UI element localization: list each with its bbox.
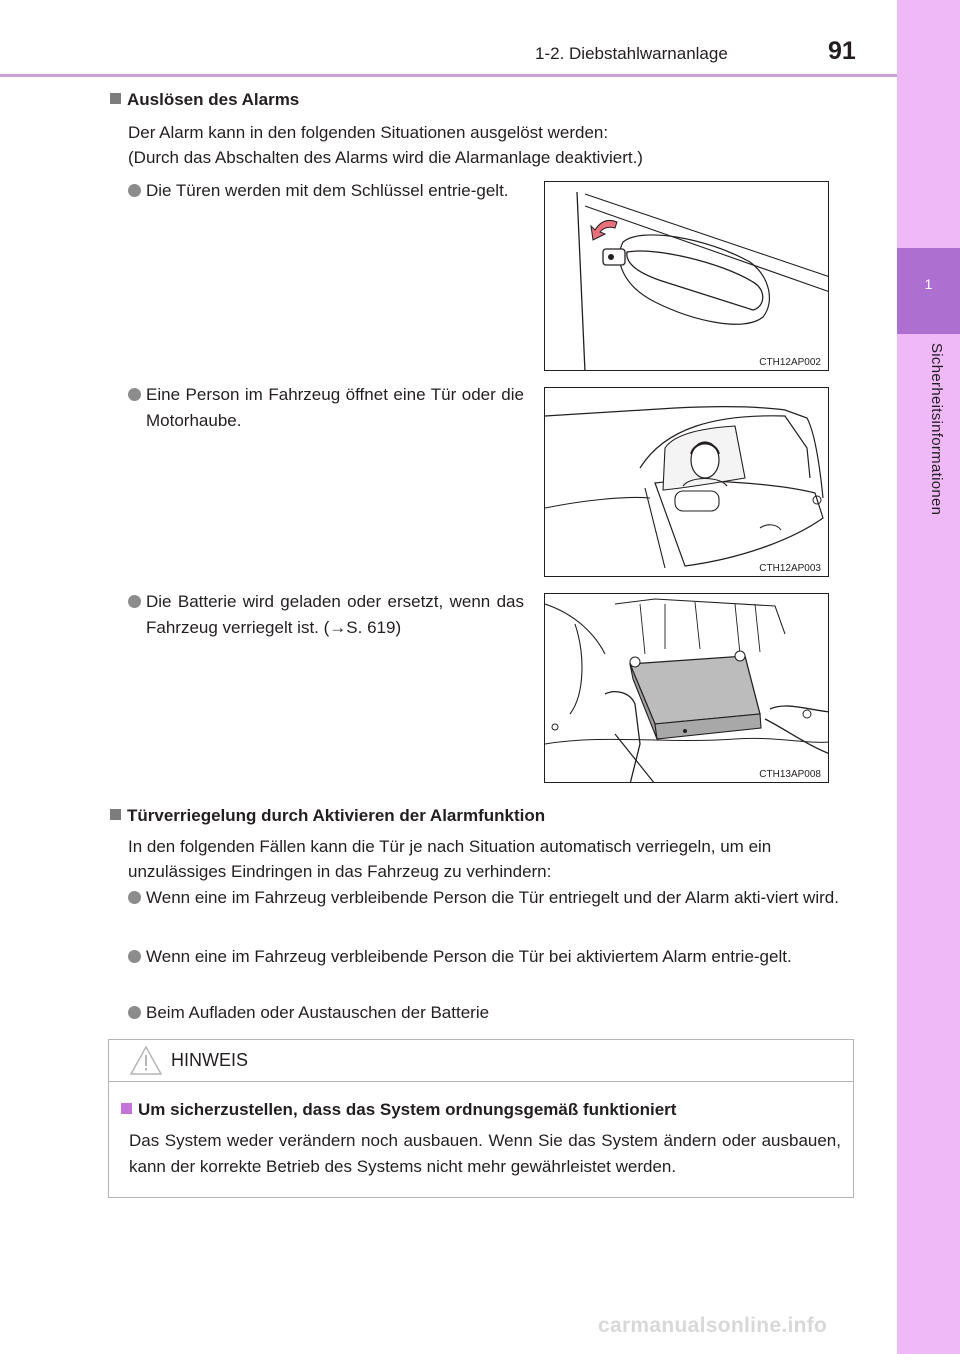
door-handle-key-illustration [545, 182, 829, 371]
section-intro-line: Der Alarm kann in den folgenden Situationen ausgelöst werden: [128, 123, 609, 142]
square-bullet-icon [121, 1103, 132, 1114]
battery-engine-bay-illustration [545, 594, 829, 783]
header-divider [0, 74, 897, 77]
watermark-text: carmanualsonline.info [598, 1314, 828, 1337]
figure-code: CTH12AP002 [759, 357, 821, 368]
notice-box [108, 1039, 854, 1198]
circle-bullet-icon [128, 388, 141, 401]
list-item-text: Wenn eine im Fahrzeug verbleibende Person die Tür entriegelt und der Alarm akti-viert wird. [146, 888, 839, 907]
figure-code: CTH13AP008 [759, 769, 821, 780]
chapter-number: 1 [924, 276, 933, 292]
circle-bullet-icon [128, 950, 141, 963]
notice-heading-text: Um sicherzustellen, dass das System ordnungsgemäß funktioniert [138, 1100, 677, 1119]
circle-bullet-icon [128, 1006, 141, 1019]
square-bullet-icon [110, 93, 121, 104]
list-item [128, 382, 524, 434]
figure-person-opens-door [544, 387, 829, 577]
list-item-text: Die Batterie wird geladen oder ersetzt, wenn das Fahrzeug verriegelt ist. (→S. 619) [146, 592, 524, 637]
circle-bullet-icon [128, 595, 141, 608]
car-door-person-illustration [545, 388, 829, 577]
list-item-text: Wenn eine im Fahrzeug verbleibende Person die Tür bei aktiviertem Alarm entrie-gelt. [146, 947, 792, 966]
square-bullet-icon [110, 809, 121, 820]
list-item [128, 944, 856, 970]
notice-header [109, 1040, 853, 1082]
list-item [128, 885, 856, 911]
figure-key-door-handle [544, 181, 829, 371]
figure-battery-replacement [544, 593, 829, 783]
chapter-title: Sicherheitsinformationen [928, 343, 945, 516]
list-item [128, 589, 524, 641]
circle-bullet-icon [128, 184, 141, 197]
section-heading-door-lock [110, 806, 545, 826]
section-intro-line: (Durch das Abschalten des Alarms wird die Alarmanlage deaktiviert.) [128, 148, 643, 167]
list-item-text: Beim Aufladen oder Austauschen der Batterie [146, 1003, 490, 1022]
notice-heading [121, 1100, 676, 1120]
section-heading-text: Auslösen des Alarms [127, 90, 300, 109]
notice-text: Das System weder verändern noch ausbauen. Wenn Sie das System ändern oder ausbauen, kann der korrekte Betrieb des Systems nicht mehr gewährleistet werden. [129, 1131, 841, 1176]
section-heading-alarm [110, 90, 299, 110]
section-intro: In den folgenden Fällen kann die Tür je nach Situation automatisch verriegeln, um ein unzulässiges Eindringen in das Fahrzeug zu verhindern: [128, 837, 772, 881]
circle-bullet-icon [128, 891, 141, 904]
warning-triangle-icon [129, 1044, 163, 1078]
figure-code: CTH12AP003 [759, 563, 821, 574]
section-heading-text: Türverriegelung durch Aktivieren der Alarmfunktion [127, 806, 546, 825]
list-item [128, 1000, 856, 1026]
list-item [128, 178, 524, 204]
header-section-title: 1-2. Diebstahlwarnanlage [535, 44, 728, 63]
list-item-text: Die Türen werden mit dem Schlüssel entrie-gelt. [146, 181, 509, 200]
list-item-text: Eine Person im Fahrzeug öffnet eine Tür oder die Motorhaube. [146, 385, 524, 430]
notice-title: HINWEIS [171, 1050, 249, 1070]
page-number: 91 [828, 37, 856, 65]
chapter-title-container [898, 335, 958, 695]
